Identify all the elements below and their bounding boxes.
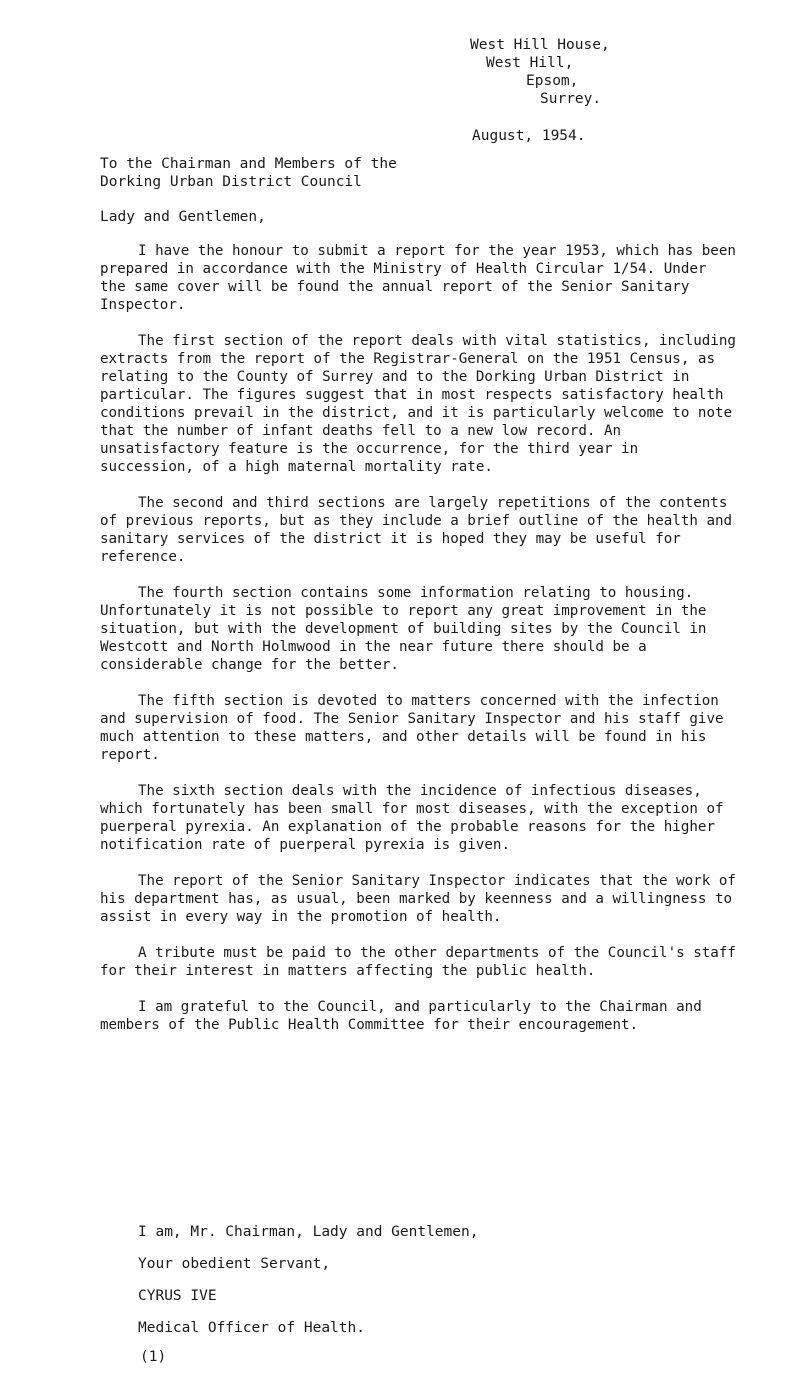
signature-title: Medical Officer of Health.	[138, 1320, 365, 1336]
closing-servant: Your obedient Servant,	[138, 1256, 331, 1272]
recipient-line-2: Dorking Urban District Council	[100, 174, 362, 190]
paragraph: The first section of the report deals with vital statistics, including extracts from the report of the Registrar-General on the 1951 Census, as relating to the County of Surrey and to the Dorking Urban District in particular. The figures suggest that in most respects satisfactory health conditions prevail in the district, and it is particularly welcome to note that the number of infant deaths fell to a new low record. An unsatisfactory feature is the occurrence, for the third year in succession, of a high maternal mortality rate.	[100, 333, 736, 475]
paragraph: I have the honour to submit a report for the year 1953, which has been prepared in accordance with the Ministry of Health Circular 1/54. Under the same cover will be found the annual report of the Senior Sanitary Inspector.	[100, 243, 736, 313]
paragraph: The fifth section is devoted to matters concerned with the infection and supervision of food. The Senior Sanitary Inspector and his staff give much attention to these matters, and other details will be found in his report.	[100, 693, 724, 763]
paragraph: The fourth section contains some information relating to housing. Unfortunately it is not possible to report any great improvement in the situation, but with the development of building sites by the Council in Westcott and North Holmwood in the near future there should be a considerable change for the better.	[100, 585, 707, 673]
page-number: (1)	[140, 1349, 167, 1365]
recipient-line-1: To the Chairman and Members of the	[100, 156, 397, 172]
letter-date: August, 1954.	[472, 128, 586, 144]
address-line-1: West Hill House,	[470, 37, 610, 53]
paragraph: I am grateful to the Council, and particularly to the Chairman and members of the Public Health Committee for their encouragement.	[100, 999, 702, 1033]
paragraph: A tribute must be paid to the other departments of the Council's staff for their interest in matters affecting the public health.	[100, 945, 736, 979]
closing-line: I am, Mr. Chairman, Lady and Gentlemen,	[138, 1224, 479, 1240]
salutation: Lady and Gentlemen,	[100, 209, 266, 225]
address-line-2: West Hill,	[486, 55, 574, 71]
address-line-4: Surrey.	[540, 91, 602, 107]
letter-body	[100, 242, 740, 1052]
recipient-block	[100, 155, 397, 191]
paragraph: The report of the Senior Sanitary Inspector indicates that the work of his department has, as usual, been marked by keenness and a willingness to assist in every way in the promotion of health.	[100, 873, 736, 925]
paragraph: The sixth section deals with the incidence of infectious diseases, which fortunately has been small for most diseases, with the exception of puerperal pyrexia. An explanation of the probable reasons for the higher notification rate of puerperal pyrexia is given.	[100, 783, 724, 853]
signature-name: CYRUS IVE	[138, 1288, 217, 1304]
address-line-3: Epsom,	[526, 73, 579, 89]
paragraph: The second and third sections are largely repetitions of the contents of previous reports, but as they include a brief outline of the health and sanitary services of the district it is hoped they may be useful for reference.	[100, 495, 733, 565]
sender-address	[470, 36, 610, 108]
